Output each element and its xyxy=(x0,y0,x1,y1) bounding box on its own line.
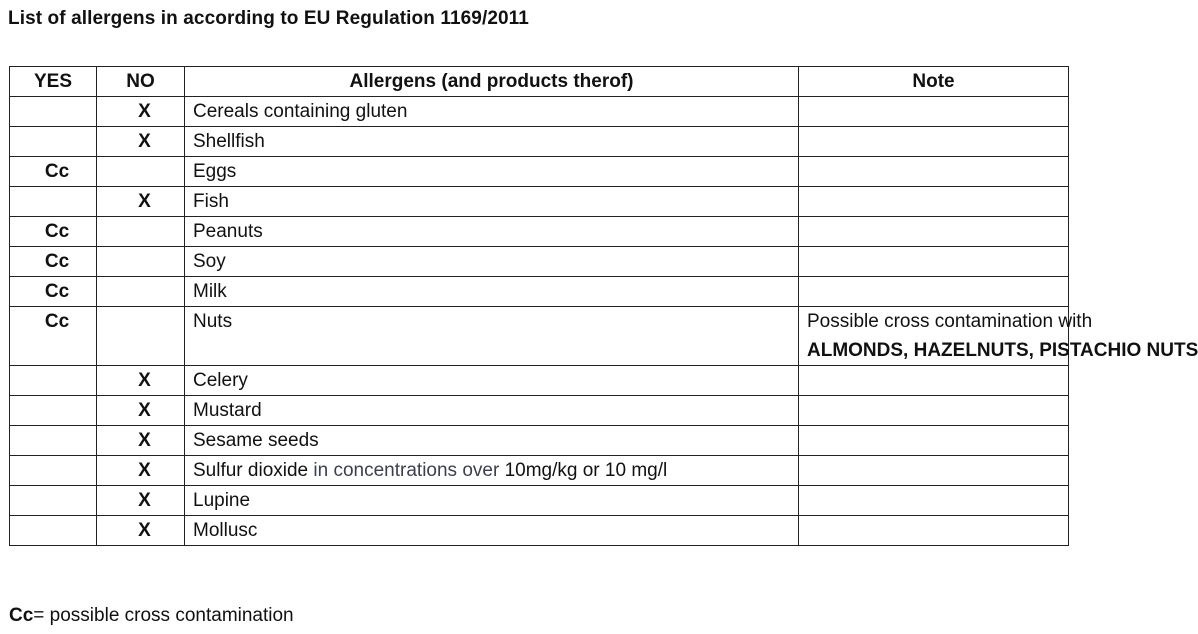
table-row xyxy=(10,187,1069,217)
no-cell xyxy=(97,157,185,187)
table-row xyxy=(10,396,1069,426)
no-cell: X xyxy=(97,97,185,127)
yes-cell xyxy=(10,486,97,516)
note-cell xyxy=(799,426,1069,456)
table-row xyxy=(10,97,1069,127)
yes-cell: Cc xyxy=(10,157,97,187)
note-cell xyxy=(799,187,1069,217)
note-cell xyxy=(799,456,1069,486)
allergen-cell: Milk xyxy=(185,277,799,307)
no-cell: X xyxy=(97,127,185,157)
note-cell xyxy=(799,277,1069,307)
allergen-cell: Shellfish xyxy=(185,127,799,157)
allergen-cell: Fish xyxy=(185,187,799,217)
no-cell: X xyxy=(97,456,185,486)
yes-cell: Cc xyxy=(10,277,97,307)
yes-cell xyxy=(10,97,97,127)
no-cell: X xyxy=(97,426,185,456)
table-row xyxy=(10,217,1069,247)
note-cell xyxy=(799,396,1069,426)
no-cell: X xyxy=(97,366,185,396)
note-cell xyxy=(799,127,1069,157)
yes-cell: Cc xyxy=(10,307,97,366)
allergen-cell: Peanuts xyxy=(185,217,799,247)
header-note: Note xyxy=(799,67,1069,97)
note-highlight: ALMONDS, HAZELNUTS, PISTACHIO NUTS xyxy=(807,340,1198,361)
allergen-cell: Mollusc xyxy=(185,516,799,546)
table-row xyxy=(10,426,1069,456)
allergen-cell: Sesame seeds xyxy=(185,426,799,456)
page-title: List of allergens in according to EU Regulation 1169/2011 xyxy=(8,8,529,29)
allergen-table xyxy=(9,66,1198,546)
allergen-limit: 10mg/kg or 10 mg/l xyxy=(504,460,668,481)
yes-cell xyxy=(10,516,97,546)
allergen-cell: Nuts xyxy=(185,307,799,366)
legend-abbr: Cc xyxy=(9,605,34,626)
header-yes: YES xyxy=(10,67,97,97)
note-cell xyxy=(799,516,1069,546)
no-cell: X xyxy=(97,486,185,516)
no-cell xyxy=(97,247,185,277)
table-row xyxy=(10,277,1069,307)
table-row xyxy=(10,516,1069,546)
header-no: NO xyxy=(97,67,185,97)
yes-cell xyxy=(10,366,97,396)
note-cell xyxy=(799,157,1069,187)
table-row xyxy=(10,486,1069,516)
allergen-cell: Soy xyxy=(185,247,799,277)
table-row xyxy=(10,157,1069,187)
note-cell xyxy=(799,366,1069,396)
yes-cell: Cc xyxy=(10,247,97,277)
legend xyxy=(9,605,294,627)
allergen-cell: Celery xyxy=(185,366,799,396)
note-cell xyxy=(799,97,1069,127)
no-cell xyxy=(97,307,185,366)
yes-cell xyxy=(10,127,97,157)
allergen-cell: Eggs xyxy=(185,157,799,187)
note-cell xyxy=(799,307,1198,366)
yes-cell xyxy=(10,396,97,426)
table-row xyxy=(10,127,1069,157)
no-cell: X xyxy=(97,516,185,546)
no-cell xyxy=(97,217,185,247)
note-cell xyxy=(799,217,1069,247)
allergen-name: Sulfur dioxide xyxy=(193,460,309,481)
yes-cell xyxy=(10,187,97,217)
allergen-cell: Lupine xyxy=(185,486,799,516)
allergen-cell: Mustard xyxy=(185,396,799,426)
table-row xyxy=(10,456,1069,486)
yes-cell: Cc xyxy=(10,217,97,247)
note-text: Possible cross contamination with xyxy=(807,311,1093,332)
allergen-cell xyxy=(185,456,799,486)
yes-cell xyxy=(10,426,97,456)
table-row xyxy=(10,366,1069,396)
legend-text: = possible cross contamination xyxy=(33,605,294,626)
header-allergen: Allergens (and products therof) xyxy=(185,67,799,97)
note-cell xyxy=(799,247,1069,277)
note-cell xyxy=(799,486,1069,516)
yes-cell xyxy=(10,456,97,486)
table-header-row xyxy=(10,67,1069,97)
no-cell: X xyxy=(97,396,185,426)
no-cell: X xyxy=(97,187,185,217)
no-cell xyxy=(97,277,185,307)
table-row xyxy=(10,247,1069,277)
table-row xyxy=(10,307,1069,366)
allergen-qualifier: in concentrations over xyxy=(308,460,505,481)
allergen-cell: Cereals containing gluten xyxy=(185,97,799,127)
